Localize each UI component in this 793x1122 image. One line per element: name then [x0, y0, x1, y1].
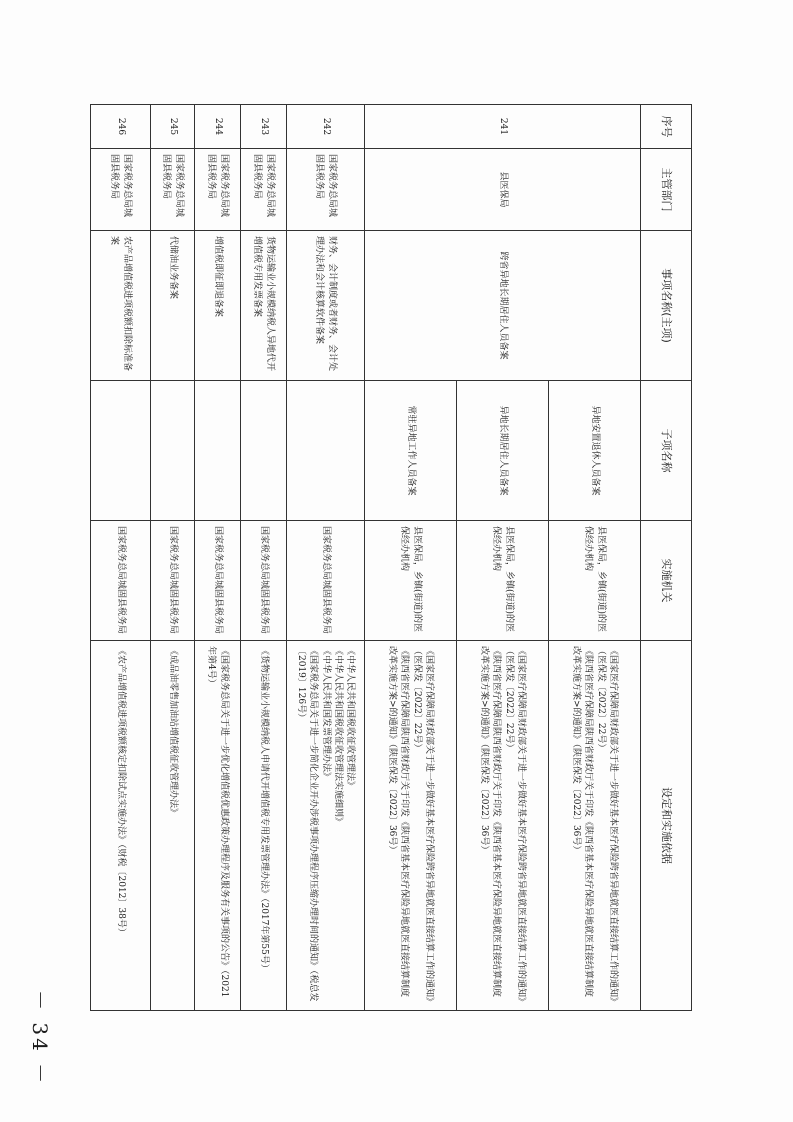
cell-basis	[151, 641, 195, 1011]
cell-basis	[549, 641, 641, 1011]
cell-seq: 246	[91, 105, 151, 149]
cell-agency: 县医保局，乡镇(街道)的医保经办机构	[549, 521, 641, 641]
cell-sub-item: 异地安置退休人员备案	[549, 381, 641, 521]
basis-line: 《中华人民共和国发票管理办法》	[320, 646, 331, 782]
basis-line: 《陕西省医疗保障局陕西省财政厅关于印发《陕西省基本医疗保险异地就医直接结算制度改革实施方案>的通知》（陕医保发〔2022〕36号）	[387, 646, 410, 998]
cell-item: 货物运输业小规模纳税人异地代开增值税专用发票备案	[241, 231, 287, 381]
header-seq: 序号	[641, 105, 692, 149]
page-number: － 34 －	[28, 990, 52, 1087]
cell-item: 财务、会计制度或者财务、会计处理办法和会计核算软件备案	[287, 231, 365, 381]
cell-sub-item	[287, 381, 365, 521]
table-header-row	[641, 105, 692, 1011]
cell-department: 国家税务总局城固县税务局	[195, 149, 241, 231]
basis-line: 《国家医疗保障局财政部关于进一步做好基本医疗保险跨省异地就医直接结算工作的通知》（医保发〔2022〕22号）	[503, 646, 526, 1002]
cell-agency: 国家税务总局城固县税务局	[195, 521, 241, 641]
table-row	[287, 105, 365, 1011]
basis-line: 《中华人民共和国税收征收管理法实施细则》	[332, 646, 343, 827]
cell-sub-item: 常驻异地工作人员备案	[365, 381, 457, 521]
cell-item: 增值税即征即退备案	[195, 231, 241, 381]
cell-basis	[241, 641, 287, 1011]
basis-line: 《国家医疗保障局财政部关于进一步做好基本医疗保险跨省异地就医直接结算工作的通知》（医保发〔2022〕22号）	[595, 646, 618, 1002]
cell-basis	[91, 641, 151, 1011]
cell-department: 国家税务总局城固县税务局	[151, 149, 195, 231]
table-row	[549, 105, 641, 1011]
cell-seq: 244	[195, 105, 241, 149]
cell-department: 国家税务总局城固县税务局	[287, 149, 365, 231]
cell-item: 跨省异地长期居住人员备案	[365, 231, 641, 381]
cell-agency: 国家税务总局城固县税务局	[91, 521, 151, 641]
basis-line: 《货物运输业小规模纳税人申请代开增值税专用发票管理办法》（2017年第55号）	[258, 646, 269, 973]
table-row	[91, 105, 151, 1011]
cell-item: 农产品增值税进项税额扣除标准备案	[91, 231, 151, 381]
cell-basis	[195, 641, 241, 1011]
cell-seq: 241	[365, 105, 641, 149]
basis-line: 《国家税务总局关于进一步优化增值税优惠政策办理程序及服务有关事项的公告》（2021年第4号）	[206, 646, 229, 998]
basis-line: 《陕西省医疗保障局陕西省财政厅关于印发《陕西省基本医疗保险异地就医直接结算制度改革实施方案>的通知》（陕医保发〔2022〕36号）	[479, 646, 502, 998]
cell-seq: 242	[287, 105, 365, 149]
cell-agency: 县医保局，乡镇(街道)的医保经办机构	[365, 521, 457, 641]
cell-basis	[365, 641, 457, 1011]
basis-line: 《中华人民共和国税收征收管理法》	[344, 646, 355, 791]
basis-line: 《陕西省医疗保障局陕西省财政厅关于印发《陕西省基本医疗保险异地就医直接结算制度改革实施方案>的通知》（陕医保发〔2022〕36号）	[571, 646, 594, 998]
cell-item: 代储油业务备案	[151, 231, 195, 381]
cell-basis	[457, 641, 549, 1011]
cell-seq: 243	[241, 105, 287, 149]
table-row	[195, 105, 241, 1011]
admin-filing-table	[90, 104, 692, 1011]
cell-agency: 国家税务总局城固县税务局	[151, 521, 195, 641]
cell-department: 县医保局	[365, 149, 641, 231]
header-item-name: 事项名称(主项)	[641, 231, 692, 381]
basis-line: 《农产品增值税进项税额核定扣除试点实施办法》（财税〔2012〕38号）	[115, 646, 126, 937]
basis-line: 《国家医疗保障局财政部关于进一步做好基本医疗保险跨省异地就医直接结算工作的通知》（医保发〔2022〕22号）	[411, 646, 434, 1002]
cell-department: 国家税务总局城固县税务局	[91, 149, 151, 231]
document-table-rotated	[98, 104, 692, 1010]
cell-department: 国家税务总局城固县税务局	[241, 149, 287, 231]
header-basis: 设定和实施依据	[641, 641, 692, 1011]
cell-sub-item: 异地长期居住人员备案	[457, 381, 549, 521]
cell-sub-item	[241, 381, 287, 521]
cell-agency: 国家税务总局城固县税务局	[287, 521, 365, 641]
header-sub-item: 子项名称	[641, 381, 692, 521]
cell-agency: 国家税务总局城固县税务局	[241, 521, 287, 641]
cell-seq: 245	[151, 105, 195, 149]
cell-sub-item	[91, 381, 151, 521]
header-agency: 实施机关	[641, 521, 692, 641]
cell-agency: 县医保局，乡镇(街道)的医保经办机构	[457, 521, 549, 641]
table-row	[241, 105, 287, 1011]
cell-sub-item	[195, 381, 241, 521]
cell-basis	[287, 641, 365, 1011]
table-row	[151, 105, 195, 1011]
header-department: 主管部门	[641, 149, 692, 231]
cell-sub-item	[151, 381, 195, 521]
basis-line: 《国家税务总局关于进一步简化企业开办涉税事项办理程序压缩办理时间的通知》（税总发〔2019〕126号）	[296, 646, 319, 1002]
basis-line: 《成品油零售加油站增值税征收管理办法》	[167, 646, 178, 818]
